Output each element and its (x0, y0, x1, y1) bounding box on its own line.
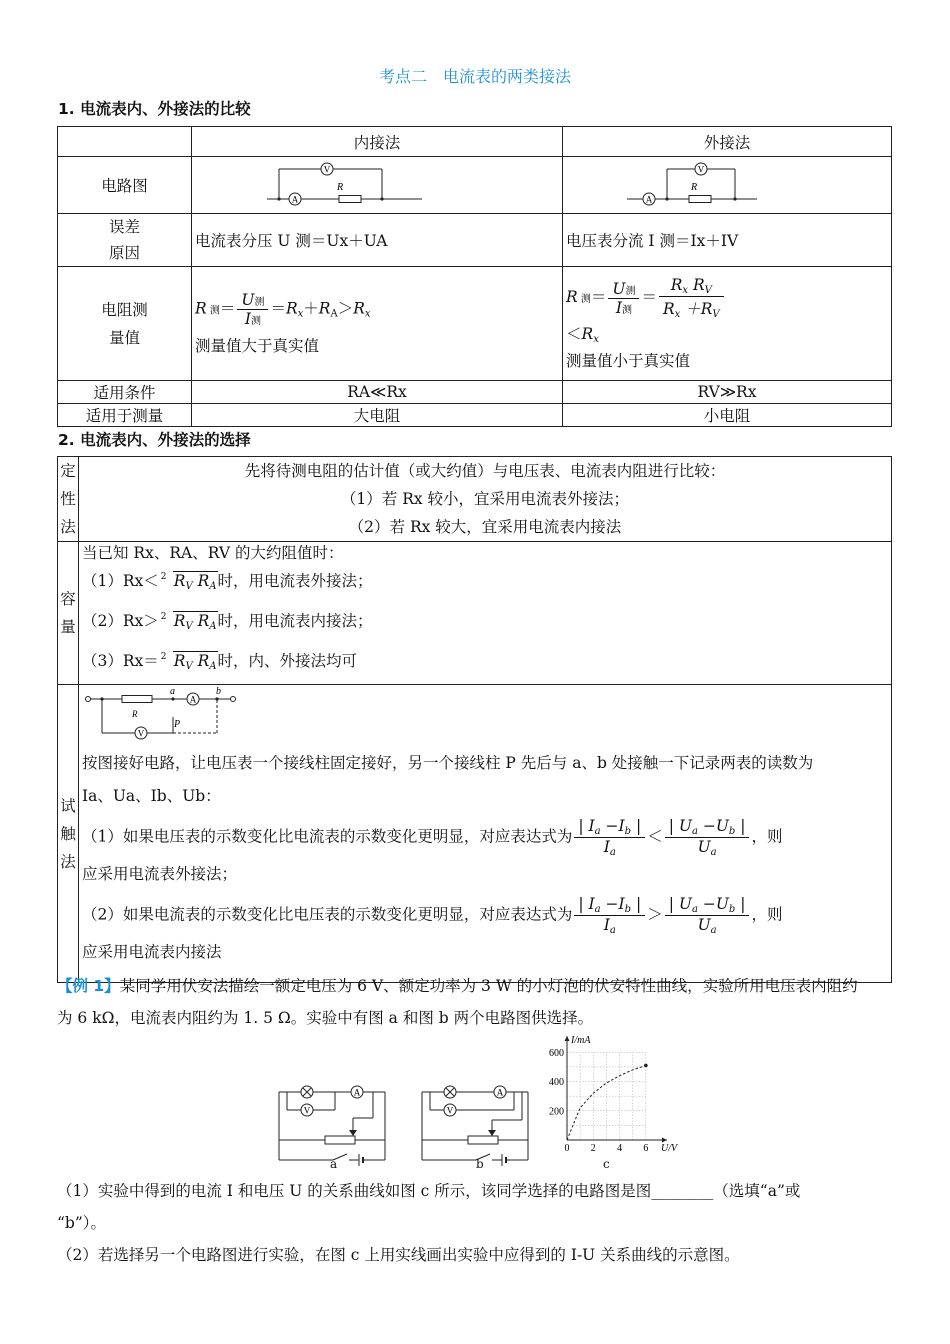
inner-measure-cell (192, 267, 563, 381)
svg-text:R: R (691, 182, 698, 193)
svg-text:A: A (291, 194, 299, 205)
svg-text:V: V (697, 164, 705, 175)
x-axis-arrow (662, 1138, 667, 1143)
inner-circuit-diagram (257, 157, 497, 209)
example-block (57, 970, 893, 1034)
svg-text:A: A (645, 194, 653, 205)
qual-line-1: 先将待测电阻的估计值（或大约值）与电压表、电流表内阻进行比较： (244, 462, 726, 480)
figure-c-label: c (603, 1157, 610, 1171)
outer-circuit-cell (563, 157, 892, 214)
section2-heading: 2. 电流表内、外接法的选择 (58, 431, 251, 449)
qual-line-3: （2）若 Rx 较大，宜采用电流表内接法 (348, 518, 622, 536)
y-tick-label: 400 (549, 1077, 564, 1089)
svg-text:a: a (170, 687, 175, 697)
frac-delta-u-2: $\frac{| U_a -U_b |}{U_a}$ (665, 895, 750, 936)
frac-delta-u-1: $\frac{| U_a -U_b |}{U_a}$ (665, 817, 750, 858)
example-tag: 【例 1】 (57, 977, 120, 995)
inner-condition: RA≪Rx (192, 381, 563, 404)
outer-condition: RV≫Rx (563, 381, 892, 404)
question-2: （2）若选择另一个电路图进行实验，在图 c 上用实线画出实验中应得到的 I-U 关系曲线的示意图。 (57, 1246, 740, 1264)
inner-circuit-cell (192, 157, 563, 214)
sqrt-rv-ra-1: 2 $R_V$ $R_A$ (160, 572, 217, 592)
svg-text:A: A (496, 1087, 504, 1098)
svg-text:R: R (132, 709, 138, 719)
svg-text:R: R (337, 182, 344, 193)
svg-text:V: V (303, 1105, 311, 1116)
quant-line-0: 当已知 Rx、RA、RV 的大约阻值时： (82, 544, 344, 562)
trial-content (79, 685, 892, 983)
question-1b: “b”）。 (57, 1214, 107, 1232)
label-quantitative: 容 量 (58, 542, 79, 685)
trial-case-1: （1）如果电压表的示数变化比电流表的示数变化更明显，对应表达式为 $\frac{| I_a -I_b |}{I_a}$ ＜ $\frac{| U_a -U_b |}{U_a}$ ，则 (82, 817, 783, 858)
example-line-2: 为 6 kΩ，电流表内阻约为 1. 5 Ω。实验中有图 a 和图 b 两个电路图供选择。 (57, 1009, 594, 1027)
outer-measure-formula: R 测＝ $\frac{\text{U测}}{\text{I测}}$ ＝ $\frac{R_x R_V}{R_x +R_V}$ (566, 276, 888, 320)
question-1a: （1）实验中得到的电流 I 和电压 U 的关系曲线如图 c 所示，该同学选择的电路图是图________（选填“a”或 (57, 1182, 801, 1200)
svg-text:V: V (323, 164, 331, 175)
trial-case-1b: 应采用电流表外接法； (82, 865, 238, 883)
figure-a-label: a (330, 1157, 338, 1171)
outer-use: 小电阻 (563, 404, 892, 427)
svg-text:P: P (174, 719, 181, 730)
row-condition-label: 适用条件 (58, 381, 192, 404)
svg-text:V: V (446, 1105, 454, 1116)
row-circuit-label: 电路图 (58, 157, 192, 214)
outer-measure-note: 测量值小于真实值 (566, 352, 691, 370)
y-tick-label: 200 (549, 1106, 564, 1118)
y-tick-label: 600 (549, 1047, 564, 1059)
sqrt-rv-ra-2: 2 $R_V$ $R_A$ (160, 612, 217, 632)
quant-line-1: （1）Rx＜ 2 $R_V$ $R_A$时，用电流表外接法； (82, 564, 888, 604)
y-axis-label: I/mA (571, 1035, 591, 1046)
comparison-table (57, 126, 892, 427)
svg-text:A: A (353, 1087, 361, 1098)
quant-line-2: （2）Rx＞ 2 $R_V$ $R_A$时，用电流表内接法； (82, 604, 888, 644)
svg-text:A: A (189, 694, 197, 705)
svg-text:b: b (216, 687, 221, 697)
inner-use: 大电阻 (192, 404, 563, 427)
frac-delta-i-2: $\frac{| I_a -I_b |}{I_a}$ (574, 895, 645, 936)
row-measure-label: 电阻测 量值 (58, 267, 192, 381)
trial-case-2b: 应采用电流表内接法 (82, 943, 222, 961)
row-use-label: 适用于测量 (58, 404, 192, 427)
svg-text:V: V (137, 728, 145, 739)
questions-block (57, 1175, 893, 1271)
trial-circuit-diagram (82, 687, 252, 745)
iu-curve-endpoint (644, 1064, 648, 1068)
x-axis-label: U/V (661, 1143, 678, 1154)
x-tick-label: 0 (564, 1143, 570, 1154)
row-error-label: 误差 原因 (58, 214, 192, 267)
qual-line-2: （1）若 Rx 较小，宜采用电流表外接法； (340, 490, 630, 508)
example-line-1: 【例 1】某同学用伏安法描绘一额定电压为 6 V、额定功率为 3 W 的小灯泡的伏安特性曲线，实验所用电压表内阻约 (57, 977, 858, 995)
outer-measure-less: $<R_x$ (566, 325, 599, 345)
section1-heading: 1. 电流表内、外接法的比较 (58, 100, 251, 118)
page-title: 考点二 电流表的两类接法 (378, 67, 571, 86)
col-outer: 外接法 (563, 127, 892, 157)
inner-measure-formula: R 测＝ $\frac{\text{U测}}{\text{I测}}$ $=R_x+R_A>R_x$ (195, 291, 371, 328)
figure-c-iu-chart (535, 1032, 680, 1160)
x-tick-label: 2 (590, 1143, 596, 1154)
selection-table (57, 456, 892, 983)
label-qualitative: 定 性 法 (58, 457, 79, 542)
outer-measure-cell (563, 267, 892, 381)
x-tick-label: 6 (643, 1143, 649, 1154)
y-axis-arrow (565, 1036, 570, 1041)
quantitative-content (79, 542, 892, 685)
outer-error: 电压表分流 I 测＝Ix＋IV (563, 214, 892, 267)
x-tick-label: 4 (617, 1143, 623, 1154)
quant-line-3: （3）Rx＝ 2 $R_V$ $R_A$时，内、外接法均可 (82, 644, 888, 684)
col-inner: 内接法 (192, 127, 563, 157)
inner-error: 电流表分压 U 测＝Ux＋UA (192, 214, 563, 267)
trial-para-1b: Ia、Ua、Ib、Ub： (82, 787, 221, 805)
figure-b-label: b (476, 1157, 484, 1171)
outer-circuit-diagram (607, 157, 847, 209)
sqrt-rv-ra-3: 2 $R_V$ $R_A$ (160, 652, 217, 672)
inner-measure-note: 测量值大于真实值 (195, 337, 320, 355)
frac-delta-i-1: $\frac{| I_a -I_b |}{I_a}$ (574, 817, 645, 858)
trial-para-1: 按图接好电路，让电压表一个接线柱固定接好，另一个接线柱 P 先后与 a、b 处接触一下记录两表的读数为 (82, 754, 814, 772)
trial-case-2: （2）如果电流表的示数变化比电压表的示数变化更明显，对应表达式为 $\frac{| I_a -I_b |}{I_a}$ ＞ $\frac{| U_a -U_b |}{U_a}$ ，则 (82, 895, 783, 936)
qualitative-content (79, 457, 892, 542)
label-trial: 试 触 法 (58, 685, 79, 983)
